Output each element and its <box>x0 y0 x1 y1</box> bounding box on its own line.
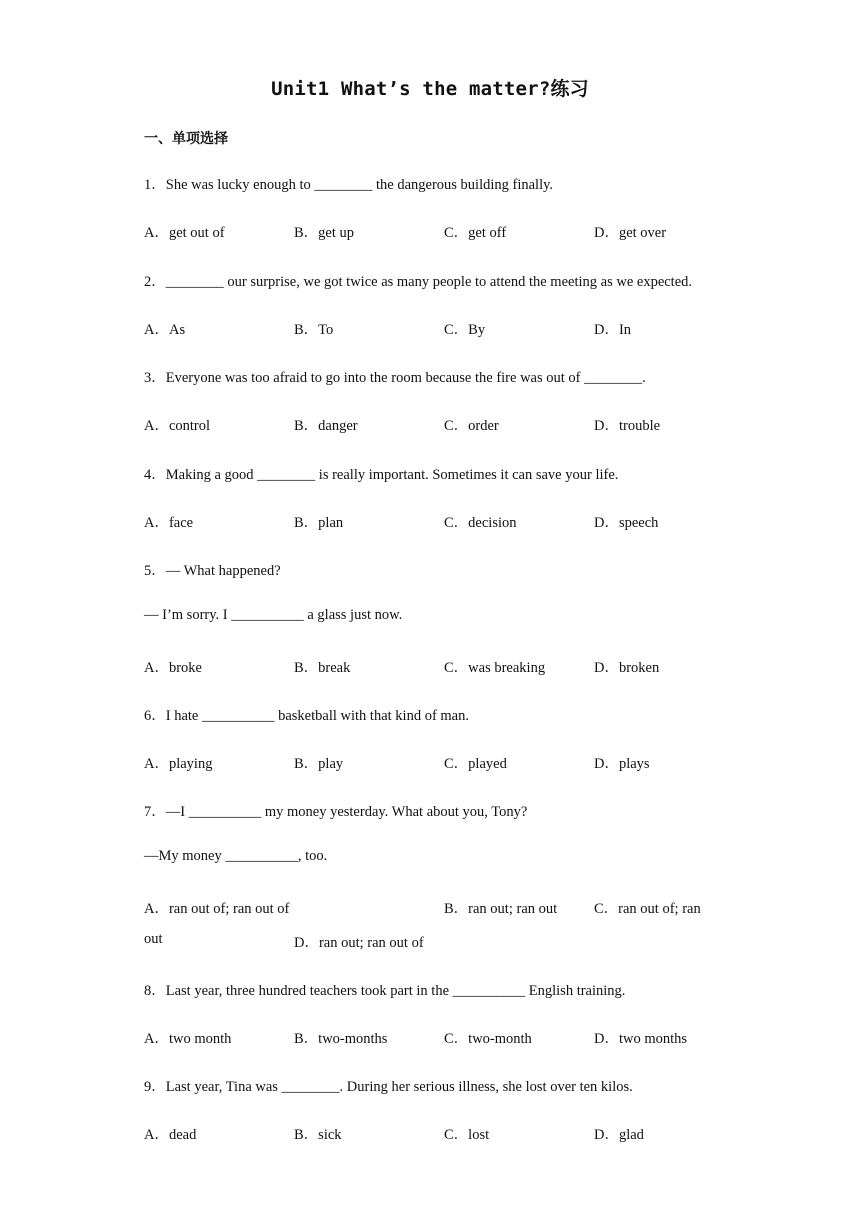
option-c: C．ran out of; ran <box>594 901 701 917</box>
option-a: A．broke <box>144 660 202 676</box>
option-d: D．ran out; ran out of <box>294 935 424 951</box>
option-a: A．ran out of; ran out of <box>144 901 290 917</box>
question-3: 3．Everyone was too afraid to go into the room because the fire was out of ________. <box>144 370 646 386</box>
option-d: D．two months <box>594 1031 688 1047</box>
question-7: 7．—I __________ my money yesterday. What about you, Tony? <box>144 804 528 820</box>
page-title: Unit1 What’s the matter?练习 <box>271 78 589 100</box>
section-heading: 一、单项选择 <box>144 131 228 147</box>
option-c: C．order <box>444 418 499 434</box>
options-3 <box>144 414 744 434</box>
option-a: A．playing <box>144 756 213 772</box>
option-b: B．sick <box>294 1127 342 1143</box>
question-2: 2．________ our surprise, we got twice as many people to attend the meeting as we expected. <box>144 274 693 290</box>
options-4 <box>144 511 744 531</box>
option-b: B．To <box>294 322 334 338</box>
question-9: 9．Last year, Tina was ________. During her serious illness, she lost over ten kilos. <box>144 1079 633 1095</box>
option-b: B．get up <box>294 225 355 241</box>
option-c: C．decision <box>444 515 517 531</box>
options-9 <box>144 1123 744 1143</box>
option-d: D．In <box>594 322 632 338</box>
option-b: B．danger <box>294 418 358 434</box>
question-1: 1．She was lucky enough to ________ the dangerous building finally. <box>144 177 554 193</box>
option-c: C．By <box>444 322 486 338</box>
options-8 <box>144 1027 744 1047</box>
option-c: C．was breaking <box>444 660 546 676</box>
option-b: B．play <box>294 756 344 772</box>
options-1 <box>144 221 744 241</box>
option-c-wrap: out <box>144 931 163 947</box>
question-5-reply: — I’m sorry. I __________ a glass just now. <box>144 607 403 623</box>
options-7-wrap <box>144 931 744 951</box>
option-a: A．control <box>144 418 211 434</box>
options-6 <box>144 752 744 772</box>
option-d: D．plays <box>594 756 650 772</box>
option-d: D．get over <box>594 225 667 241</box>
option-c: C．played <box>444 756 507 772</box>
option-d: D．trouble <box>594 418 661 434</box>
option-c: C．get off <box>444 225 507 241</box>
question-6: 6．I hate __________ basketball with that kind of man. <box>144 708 469 724</box>
option-a: A．get out of <box>144 225 225 241</box>
option-a: A．As <box>144 322 186 338</box>
option-b: B．ran out; ran out <box>444 901 558 917</box>
question-8: 8．Last year, three hundred teachers took part in the __________ English training. <box>144 983 626 999</box>
option-d: D．glad <box>594 1127 644 1143</box>
option-b: B．plan <box>294 515 344 531</box>
question-7-reply: —My money __________, too. <box>144 848 328 864</box>
question-4: 4．Making a good ________ is really important. Sometimes it can save your life. <box>144 467 619 483</box>
option-b: B．break <box>294 660 351 676</box>
option-a: A．two month <box>144 1031 232 1047</box>
option-c: C．two-month <box>444 1031 532 1047</box>
option-b: B．two-months <box>294 1031 388 1047</box>
options-5 <box>144 656 744 676</box>
option-a: A．face <box>144 515 194 531</box>
options-2 <box>144 318 744 338</box>
option-d: D．broken <box>594 660 660 676</box>
option-d: D．speech <box>594 515 659 531</box>
option-a: A．dead <box>144 1127 197 1143</box>
question-5: 5．— What happened? <box>144 563 281 579</box>
option-c: C．lost <box>444 1127 490 1143</box>
options-7 <box>144 897 744 917</box>
